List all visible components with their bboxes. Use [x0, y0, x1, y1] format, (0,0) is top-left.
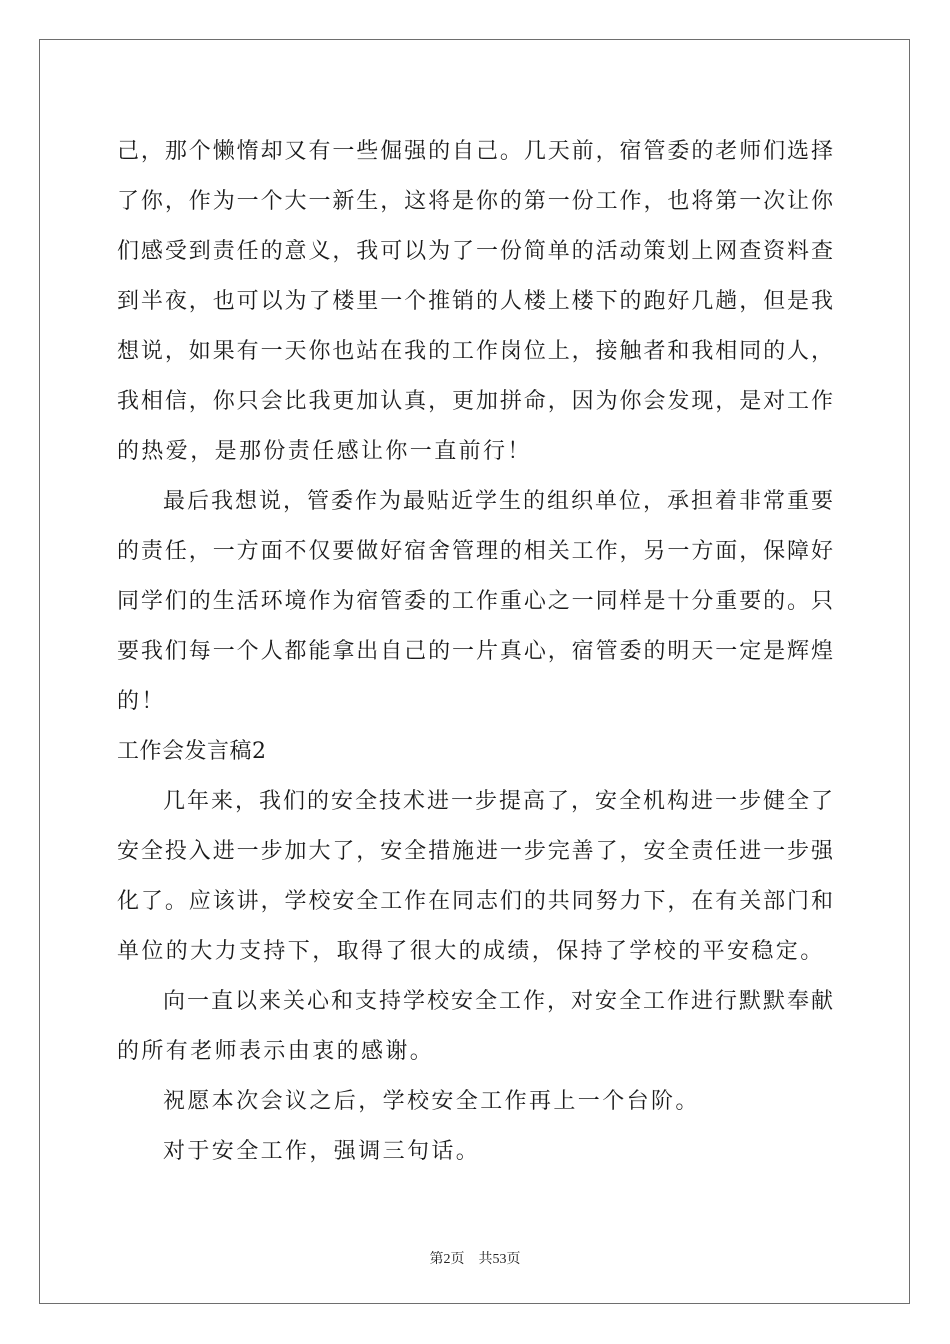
text-line: 的责任，一方面不仅要做好宿舍管理的相关工作，另一方面，保障好 [117, 539, 833, 564]
page-footer [0, 1248, 950, 1268]
text-line: 对于安全工作，强调三句话。 [163, 1139, 481, 1164]
text-line: 了你，作为一个大一新生，这将是你的第一份工作，也将第一次让你 [117, 189, 833, 214]
text-line: 的！ [117, 689, 166, 714]
text-line: 最后我想说，管委作为最贴近学生的组织单位，承担着非常重要 [163, 489, 833, 514]
text-line: 己，那个懒惰却又有一些倔强的自己。几天前，宿管委的老师们选择 [117, 139, 833, 164]
text-line: 到半夜，也可以为了楼里一个推销的人楼上楼下的跑好几趟，但是我 [117, 289, 833, 314]
page-total: 共53页 [478, 1252, 521, 1267]
text-line: 祝愿本次会议之后，学校安全工作再上一个台阶。 [163, 1089, 700, 1114]
section-heading: 工作会发言稿2 [117, 739, 267, 764]
text-line: 的所有老师表示由衷的感谢。 [117, 1039, 435, 1064]
text-line: 们感受到责任的意义，我可以为了一份简单的活动策划上网查资料查 [117, 239, 833, 264]
text-line: 几年来，我们的安全技术进一步提高了，安全机构进一步健全了 [163, 789, 833, 814]
text-line: 安全投入进一步加大了，安全措施进一步完善了，安全责任进一步强 [117, 839, 833, 864]
text-line: 化了。应该讲，学校安全工作在同志们的共同努力下，在有关部门和 [117, 889, 833, 914]
text-line: 我相信，你只会比我更加认真，更加拼命，因为你会发现，是对工作 [117, 389, 833, 414]
text-line: 要我们每一个人都能拿出自己的一片真心，宿管委的明天一定是辉煌 [117, 639, 833, 664]
text-line: 单位的大力支持下，取得了很大的成绩，保持了学校的平安稳定。 [117, 939, 825, 964]
text-line: 向一直以来关心和支持学校安全工作，对安全工作进行默默奉献 [163, 989, 833, 1014]
text-line: 同学们的生活环境作为宿管委的工作重心之一同样是十分重要的。只 [117, 589, 833, 614]
text-line: 想说，如果有一天你也站在我的工作岗位上，接触者和我相同的人， [117, 339, 833, 364]
document-body [117, 127, 833, 1177]
text-line: 的热爱，是那份责任感让你一直前行！ [117, 439, 532, 464]
page-number: 第2页 [429, 1252, 465, 1267]
